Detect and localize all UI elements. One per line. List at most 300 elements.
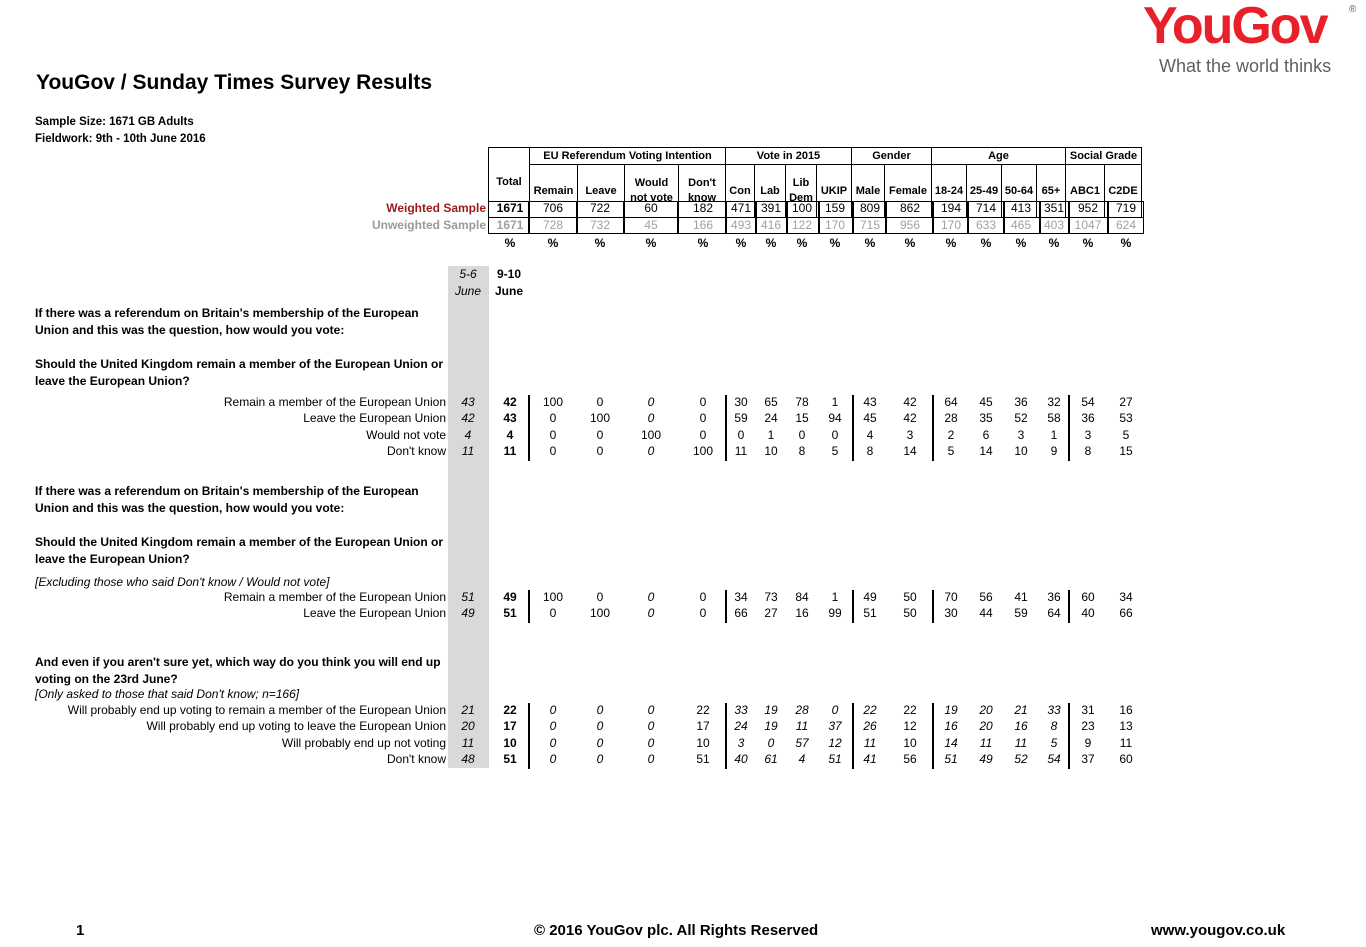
sample-value: 60 bbox=[644, 201, 658, 215]
table-cell: 100 bbox=[640, 427, 662, 442]
table-cell: 84 bbox=[795, 590, 809, 604]
table-cell: 42 bbox=[903, 395, 917, 409]
table-cell: 52 bbox=[1014, 752, 1028, 767]
previous-value: 51 bbox=[461, 590, 475, 604]
sample-value: 715 bbox=[859, 218, 881, 232]
percent-symbol: % bbox=[1120, 236, 1132, 250]
percent-symbol: % bbox=[945, 236, 957, 250]
question-note: [Excluding those who said Don't know / Would not vote] bbox=[35, 575, 330, 589]
table-cell: 0 bbox=[549, 752, 557, 767]
group-divider bbox=[725, 703, 727, 769]
table-cell: 16 bbox=[944, 719, 958, 734]
table-cell: 0 bbox=[647, 735, 655, 750]
table-cell: 66 bbox=[1119, 606, 1133, 621]
table-cell: 61 bbox=[764, 752, 778, 767]
table-cell: 16 bbox=[1014, 719, 1028, 734]
group-divider bbox=[1068, 395, 1070, 461]
sample-value: 403 bbox=[1043, 218, 1065, 232]
table-cell: 49 bbox=[503, 590, 517, 604]
table-cell: 100 bbox=[542, 395, 564, 409]
table-cell: 20 bbox=[979, 719, 993, 734]
sample-value: 714 bbox=[975, 201, 997, 215]
table-cell: 0 bbox=[699, 395, 707, 409]
sample-value: 633 bbox=[975, 218, 997, 232]
table-cell: 37 bbox=[1081, 752, 1095, 767]
table-cell: 27 bbox=[1119, 395, 1133, 409]
table-cell: 0 bbox=[831, 427, 839, 442]
table-cell: 49 bbox=[979, 752, 993, 767]
col-header-male: Male bbox=[852, 165, 885, 218]
question-text: And even if you aren't sure yet, which way do you think you will end up voting on the 23rd June? bbox=[35, 655, 441, 686]
table-cell: 0 bbox=[737, 427, 745, 442]
group-divider bbox=[528, 703, 530, 769]
table-cell: 21 bbox=[1014, 703, 1028, 717]
table-cell: 36 bbox=[1047, 590, 1061, 604]
col-header-abc1: ABC1 bbox=[1066, 165, 1105, 218]
table-cell: 34 bbox=[734, 590, 748, 604]
table-cell: 0 bbox=[549, 427, 557, 442]
group-divider bbox=[852, 590, 854, 623]
table-cell: 0 bbox=[549, 444, 557, 459]
table-cell: 10 bbox=[696, 735, 710, 750]
group-header-gender: Gender bbox=[852, 148, 932, 165]
percent-symbol: % bbox=[1015, 236, 1027, 250]
table-cell: 22 bbox=[863, 703, 877, 717]
table-cell: 54 bbox=[1081, 395, 1095, 409]
table-cell: 12 bbox=[828, 735, 842, 750]
table-cell: 44 bbox=[979, 606, 993, 621]
table-cell: 1 bbox=[831, 395, 839, 409]
sample-value: 100 bbox=[791, 201, 813, 215]
sample-value: 732 bbox=[589, 218, 611, 232]
table-cell: 100 bbox=[692, 444, 714, 459]
table-cell: 64 bbox=[944, 395, 958, 409]
table-cell: 11 bbox=[863, 735, 877, 750]
percent-symbol: % bbox=[645, 236, 657, 250]
table-cell: 40 bbox=[734, 752, 748, 767]
table-cell: 40 bbox=[1081, 606, 1095, 621]
table-cell: 0 bbox=[549, 606, 557, 621]
col-header-c2de: C2DE bbox=[1105, 165, 1142, 218]
table-cell: 41 bbox=[863, 752, 877, 767]
table-cell: 51 bbox=[696, 752, 710, 767]
table-cell: 0 bbox=[699, 606, 707, 621]
sample-value: 170 bbox=[940, 218, 962, 232]
table-cell: 10 bbox=[903, 735, 917, 750]
page-title: YouGov / Sunday Times Survey Results bbox=[36, 71, 433, 94]
question-subtext: Should the United Kingdom remain a member of the European Union or leave the European Union? bbox=[35, 357, 444, 388]
percent-symbol: % bbox=[796, 236, 808, 250]
sample-value: 1671 bbox=[496, 218, 524, 232]
table-cell: 52 bbox=[1014, 411, 1028, 426]
table-cell: 60 bbox=[1119, 752, 1133, 767]
table-cell: 51 bbox=[944, 752, 958, 767]
sample-value: 159 bbox=[824, 201, 846, 215]
table-cell: 5 bbox=[1050, 735, 1058, 750]
table-cell: 5 bbox=[831, 444, 839, 459]
table-cell: 43 bbox=[863, 395, 877, 409]
answer-label: Don't know bbox=[387, 752, 446, 767]
table-cell: 0 bbox=[647, 752, 655, 767]
table-cell: 94 bbox=[828, 411, 842, 426]
yougov-logo bbox=[1143, 2, 1358, 78]
table-cell: 56 bbox=[903, 752, 917, 767]
table-cell: 51 bbox=[828, 752, 842, 767]
sample-value: 471 bbox=[730, 201, 752, 215]
table-cell: 4 bbox=[798, 752, 806, 767]
group-divider bbox=[1068, 590, 1070, 623]
table-cell: 0 bbox=[549, 719, 557, 734]
table-cell: 0 bbox=[596, 590, 604, 604]
table-cell: 0 bbox=[647, 590, 655, 604]
group-header-eu-referendum: EU Referendum Voting Intention bbox=[530, 148, 726, 165]
table-cell: 11 bbox=[734, 444, 748, 459]
sample-value: 351 bbox=[1043, 201, 1065, 215]
previous-value: 49 bbox=[461, 606, 475, 621]
table-cell: 58 bbox=[1047, 411, 1061, 426]
table-cell: 17 bbox=[696, 719, 710, 734]
sample-value: 809 bbox=[859, 201, 881, 215]
percent-symbol: % bbox=[504, 236, 516, 250]
group-divider bbox=[852, 395, 854, 461]
unweighted-sample-label: Unweighted Sample bbox=[371, 218, 486, 232]
answer-label: Leave the European Union bbox=[303, 411, 446, 426]
percent-symbol: % bbox=[904, 236, 916, 250]
table-cell: 65 bbox=[764, 395, 778, 409]
table-cell: 30 bbox=[944, 606, 958, 621]
group-divider bbox=[852, 703, 854, 769]
table-cell: 100 bbox=[542, 590, 564, 604]
table-cell: 17 bbox=[503, 719, 517, 734]
table-cell: 0 bbox=[549, 735, 557, 750]
previous-wave-column bbox=[448, 266, 489, 768]
table-cell: 28 bbox=[795, 703, 809, 717]
fieldwork-dates: Fieldwork: 9th - 10th June 2016 bbox=[35, 133, 206, 145]
sample-value: 624 bbox=[1115, 218, 1137, 232]
col-header-female: Female bbox=[885, 165, 932, 218]
table-cell: 1 bbox=[831, 590, 839, 604]
group-divider bbox=[725, 395, 727, 461]
previous-value: 42 bbox=[461, 411, 475, 426]
table-cell: 35 bbox=[979, 411, 993, 426]
col-header-con: Con bbox=[726, 165, 755, 218]
col-header-50-64: 50-64 bbox=[1002, 165, 1037, 218]
table-cell: 33 bbox=[734, 703, 748, 717]
table-cell: 15 bbox=[795, 411, 809, 426]
table-cell: 10 bbox=[503, 735, 517, 750]
table-cell: 8 bbox=[1084, 444, 1092, 459]
table-cell: 50 bbox=[903, 606, 917, 621]
col-header-lib-dem: Lib Dem bbox=[786, 165, 817, 218]
table-cell: 0 bbox=[549, 703, 557, 717]
table-cell: 41 bbox=[1014, 590, 1028, 604]
table-cell: 0 bbox=[596, 752, 604, 767]
table-cell: 100 bbox=[589, 411, 611, 426]
answer-label: Would not vote bbox=[366, 427, 446, 442]
table-cell: 19 bbox=[944, 703, 958, 717]
sample-value: 122 bbox=[791, 218, 813, 232]
table-cell: 4 bbox=[866, 427, 874, 442]
group-divider bbox=[1068, 703, 1070, 769]
table-cell: 99 bbox=[828, 606, 842, 621]
table-cell: 3 bbox=[906, 427, 914, 442]
table-cell: 0 bbox=[647, 606, 655, 621]
table-cell: 51 bbox=[503, 752, 517, 767]
sample-value: 1047 bbox=[1074, 218, 1102, 232]
table-cell: 9 bbox=[1084, 735, 1092, 750]
sample-value: 194 bbox=[940, 201, 962, 215]
group-divider bbox=[932, 590, 934, 623]
table-cell: 5 bbox=[947, 444, 955, 459]
answer-label: Will probably end up voting to remain a member of the European Union bbox=[67, 703, 446, 717]
sample-value: 413 bbox=[1010, 201, 1032, 215]
table-cell: 15 bbox=[1119, 444, 1133, 459]
table-cell: 0 bbox=[699, 411, 707, 426]
table-cell: 66 bbox=[734, 606, 748, 621]
sample-value: 391 bbox=[760, 201, 782, 215]
table-cell: 45 bbox=[979, 395, 993, 409]
question-text: If there was a referendum on Britain's membership of the European Union and this was the question, how would you vote: bbox=[35, 306, 419, 337]
table-cell: 23 bbox=[1081, 719, 1095, 734]
col-header-leave: Leave bbox=[578, 165, 625, 218]
col-header-lab: Lab bbox=[755, 165, 786, 218]
group-divider bbox=[932, 703, 934, 769]
website-url: www.yougov.co.uk bbox=[1151, 922, 1286, 939]
percent-symbol: % bbox=[594, 236, 606, 250]
question-subtext: Should the United Kingdom remain a member of the European Union or leave the European Union? bbox=[35, 535, 444, 566]
table-cell: 34 bbox=[1119, 590, 1133, 604]
table-cell: 100 bbox=[589, 606, 611, 621]
weighted-sample-label: Weighted Sample bbox=[386, 201, 486, 215]
table-cell: 6 bbox=[982, 427, 990, 442]
table-cell: 54 bbox=[1047, 752, 1061, 767]
table-cell: 19 bbox=[764, 719, 778, 734]
date-curr: 9-10 June bbox=[494, 267, 523, 298]
table-cell: 11 bbox=[795, 719, 809, 734]
col-header-25-49: 25-49 bbox=[967, 165, 1002, 218]
table-cell: 64 bbox=[1047, 606, 1061, 621]
table-cell: 11 bbox=[503, 444, 517, 459]
sample-value: 1671 bbox=[496, 201, 524, 215]
sample-size: Sample Size: 1671 GB Adults bbox=[35, 116, 194, 128]
sample-value: 493 bbox=[730, 218, 752, 232]
table-cell: 12 bbox=[903, 719, 917, 734]
logo-registered-mark: ® bbox=[1349, 4, 1357, 15]
table-cell: 26 bbox=[863, 719, 877, 734]
sample-value: 416 bbox=[760, 218, 782, 232]
table-cell: 4 bbox=[506, 427, 514, 442]
table-cell: 10 bbox=[764, 444, 778, 459]
table-cell: 43 bbox=[503, 411, 517, 426]
table-cell: 0 bbox=[798, 427, 806, 442]
question-note: [Only asked to those that said Don't know; n=166] bbox=[35, 687, 300, 701]
sample-value: 719 bbox=[1115, 201, 1137, 215]
table-cell: 37 bbox=[828, 719, 842, 734]
table-cell: 73 bbox=[764, 590, 778, 604]
table-cell: 60 bbox=[1081, 590, 1095, 604]
table-cell: 30 bbox=[734, 395, 748, 409]
table-cell: 16 bbox=[795, 606, 809, 621]
sample-value: 465 bbox=[1010, 218, 1032, 232]
col-header-18-24: 18-24 bbox=[932, 165, 967, 218]
table-cell: 22 bbox=[503, 703, 517, 717]
sample-value: 956 bbox=[899, 218, 921, 232]
table-cell: 0 bbox=[767, 735, 775, 750]
table-cell: 11 bbox=[979, 735, 993, 750]
sample-value: 170 bbox=[824, 218, 846, 232]
percent-symbol: % bbox=[765, 236, 777, 250]
table-cell: 33 bbox=[1047, 703, 1061, 717]
table-cell: 8 bbox=[1050, 719, 1058, 734]
table-cell: 10 bbox=[1014, 444, 1028, 459]
table-cell: 19 bbox=[764, 703, 778, 717]
table-cell: 0 bbox=[647, 395, 655, 409]
table-cell: 14 bbox=[979, 444, 993, 459]
copyright: © 2016 YouGov plc. All Rights Reserved bbox=[534, 922, 819, 939]
percent-symbol: % bbox=[864, 236, 876, 250]
group-divider bbox=[528, 590, 530, 623]
table-cell: 78 bbox=[795, 395, 809, 409]
table-cell: 57 bbox=[795, 735, 809, 750]
col-header-would-not-vote: Would not vote bbox=[625, 165, 679, 218]
answer-label: Will probably end up voting to leave the European Union bbox=[146, 719, 446, 734]
table-cell: 36 bbox=[1014, 395, 1028, 409]
table-cell: 42 bbox=[903, 411, 917, 426]
sample-value: 706 bbox=[542, 201, 564, 215]
table-cell: 51 bbox=[863, 606, 877, 621]
answer-label: Don't know bbox=[387, 444, 446, 459]
table-cell: 27 bbox=[764, 606, 778, 621]
sample-value: 728 bbox=[542, 218, 564, 232]
previous-value: 11 bbox=[461, 444, 475, 459]
sample-value: 166 bbox=[692, 218, 714, 232]
group-header-social-grade: Social Grade bbox=[1066, 148, 1142, 165]
table-cell: 0 bbox=[647, 411, 655, 426]
table-cell: 0 bbox=[596, 703, 604, 717]
previous-value: 4 bbox=[464, 427, 472, 442]
table-cell: 49 bbox=[863, 590, 877, 604]
sample-value: 722 bbox=[589, 201, 611, 215]
table-cell: 53 bbox=[1119, 411, 1133, 426]
table-cell: 16 bbox=[1119, 703, 1133, 717]
col-header-total: Total bbox=[489, 148, 530, 218]
table-cell: 0 bbox=[596, 444, 604, 459]
table-cell: 0 bbox=[596, 735, 604, 750]
table-cell: 9 bbox=[1050, 444, 1058, 459]
table-cell: 0 bbox=[596, 395, 604, 409]
table-cell: 45 bbox=[863, 411, 877, 426]
percent-symbol: % bbox=[735, 236, 747, 250]
table-cell: 0 bbox=[647, 703, 655, 717]
answer-label: Remain a member of the European Union bbox=[223, 590, 446, 604]
percent-symbol: % bbox=[697, 236, 709, 250]
table-cell: 3 bbox=[1084, 427, 1092, 442]
previous-value: 48 bbox=[461, 752, 475, 767]
col-header-remain: Remain bbox=[530, 165, 578, 218]
table-cell: 5 bbox=[1122, 427, 1130, 442]
table-cell: 1 bbox=[1050, 427, 1058, 442]
group-header-age: Age bbox=[932, 148, 1066, 165]
table-cell: 2 bbox=[947, 427, 955, 442]
table-cell: 11 bbox=[1119, 735, 1133, 750]
table-cell: 0 bbox=[699, 590, 707, 604]
previous-value: 21 bbox=[461, 703, 475, 717]
percent-symbol: % bbox=[1048, 236, 1060, 250]
table-cell: 0 bbox=[596, 719, 604, 734]
table-cell: 3 bbox=[1017, 427, 1025, 442]
table-cell: 50 bbox=[903, 590, 917, 604]
answer-label: Will probably end up not voting bbox=[281, 735, 446, 750]
previous-value: 20 bbox=[461, 719, 475, 734]
col-header-ukip: UKIP bbox=[817, 165, 852, 218]
sample-value: 862 bbox=[899, 201, 921, 215]
table-cell: 22 bbox=[696, 703, 710, 717]
group-divider bbox=[528, 395, 530, 461]
table-cell: 36 bbox=[1081, 411, 1095, 426]
table-cell: 13 bbox=[1119, 719, 1133, 734]
table-cell: 56 bbox=[979, 590, 993, 604]
table-cell: 3 bbox=[737, 735, 745, 750]
percent-symbol: % bbox=[1082, 236, 1094, 250]
col-header-dont-know: Don't know bbox=[679, 165, 726, 218]
previous-value: 11 bbox=[461, 735, 475, 750]
table-cell: 32 bbox=[1047, 395, 1061, 409]
percent-symbol: % bbox=[980, 236, 992, 250]
table-cell: 0 bbox=[596, 427, 604, 442]
answer-label: Remain a member of the European Union bbox=[223, 395, 446, 409]
table-cell: 42 bbox=[503, 395, 517, 409]
table-cell: 24 bbox=[734, 719, 748, 734]
date-prev: 5-6 June bbox=[454, 267, 482, 298]
table-cell: 14 bbox=[903, 444, 917, 459]
question-text: If there was a referendum on Britain's membership of the European Union and this was the question, how would you vote: bbox=[35, 484, 419, 515]
percent-symbol: % bbox=[829, 236, 841, 250]
table-cell: 1 bbox=[767, 427, 775, 442]
percent-symbol: % bbox=[547, 236, 559, 250]
table-cell: 0 bbox=[699, 427, 707, 442]
table-cell: 14 bbox=[944, 735, 958, 750]
logo-wordmark: YouGov bbox=[1143, 0, 1327, 55]
table-cell: 28 bbox=[944, 411, 958, 426]
table-cell: 8 bbox=[866, 444, 874, 459]
table-cell: 51 bbox=[503, 606, 517, 621]
sample-value: 952 bbox=[1077, 201, 1099, 215]
table-cell: 20 bbox=[979, 703, 993, 717]
table-cell: 59 bbox=[1014, 606, 1028, 621]
table-cell: 70 bbox=[944, 590, 958, 604]
table-cell: 31 bbox=[1081, 703, 1095, 717]
table-cell: 59 bbox=[734, 411, 748, 426]
group-divider bbox=[725, 590, 727, 623]
table-cell: 0 bbox=[647, 719, 655, 734]
answer-label: Leave the European Union bbox=[303, 606, 446, 621]
table-cell: 22 bbox=[903, 703, 917, 717]
previous-value: 43 bbox=[461, 395, 475, 409]
table-cell: 0 bbox=[549, 411, 557, 426]
sample-value: 45 bbox=[644, 218, 658, 232]
sample-value: 182 bbox=[692, 201, 714, 215]
col-header-65-plus: 65+ bbox=[1037, 165, 1066, 218]
table-cell: 0 bbox=[647, 444, 655, 459]
logo-tagline: What the world thinks bbox=[1159, 56, 1332, 76]
table-cell: 0 bbox=[831, 703, 839, 717]
page-number: 1 bbox=[76, 922, 85, 939]
table-cell: 24 bbox=[764, 411, 778, 426]
group-divider bbox=[932, 395, 934, 461]
table-cell: 8 bbox=[798, 444, 806, 459]
group-header-vote-2015: Vote in 2015 bbox=[726, 148, 852, 165]
table-cell: 11 bbox=[1014, 735, 1028, 750]
